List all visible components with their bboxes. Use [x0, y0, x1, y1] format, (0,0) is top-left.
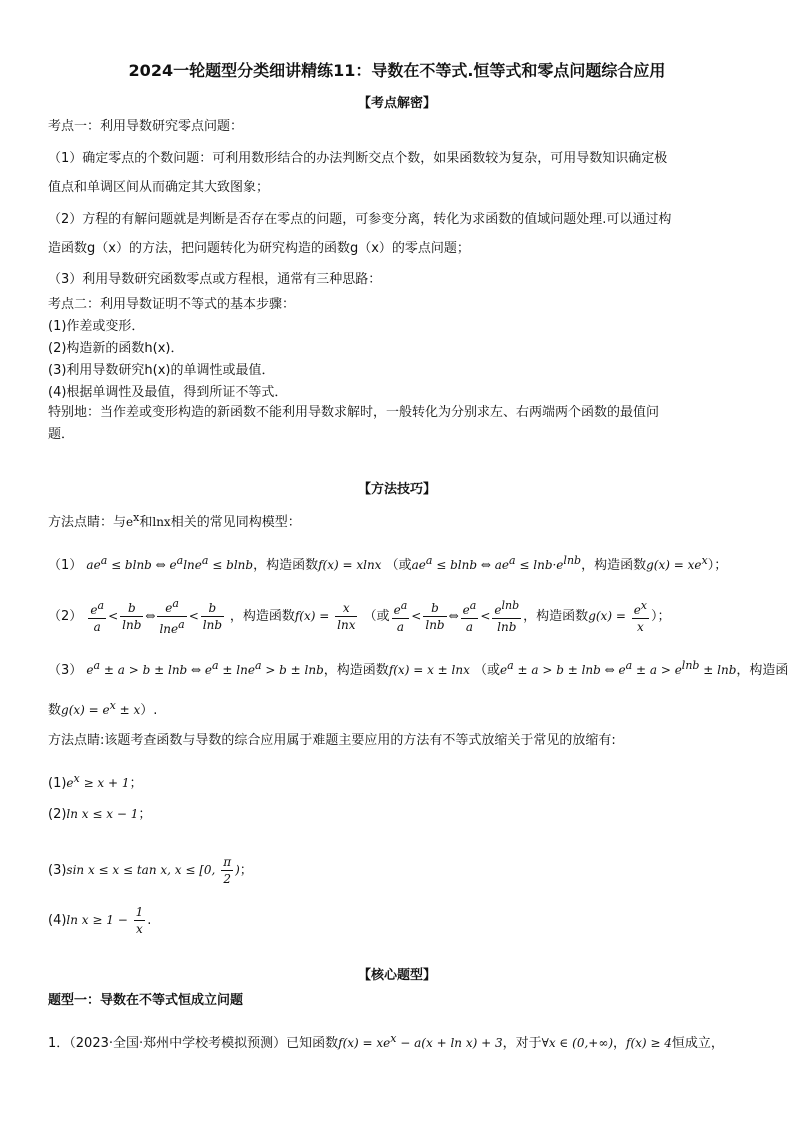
q1-b: ，对于 — [502, 1036, 542, 1051]
fangfa-intro-c: 相关的常见同构模型： — [170, 515, 301, 530]
item1-func: f(x) = xlnx — [318, 558, 382, 572]
item1-label: （1） — [48, 558, 83, 573]
question-1 — [48, 1028, 753, 1054]
section-heading-hexin: 【核心题型】 — [357, 968, 436, 983]
item2-label: （2） — [48, 609, 83, 624]
fangfa-intro-ln: lnx — [152, 515, 171, 529]
item2-expr: $\frac{e^a}{a}$ < $\frac{b}{\ln b}$ ⇔ $\frac{e^a}{\ln e^a}$ < $\frac{b}{\ln b}$ — [90, 597, 223, 636]
item3-alt-open: （或 — [474, 663, 501, 678]
kaodian-line-10: (3)利用导数研究h(x)的单调性或最值． — [48, 363, 275, 378]
fangfa-item-2 — [48, 596, 753, 637]
item2-alt-open: （或 — [363, 609, 390, 624]
kaodian-line-3: 值点和单调区间从而确定其大致图象； — [48, 180, 270, 195]
item1-alt: $ae^a \le blnb$ ⇔ $ae^a \le \ln b\cdot e^{lnb}$ — [411, 554, 582, 572]
item3-expr: $e^a \pm a > b \pm \ln b$ ⇔ $e^a \pm \ln e^a > b \pm \ln b$ — [86, 659, 324, 677]
item3-label: （3） — [48, 663, 83, 678]
item1-alt-open: （或 — [385, 558, 412, 573]
fangfa-intro-a: 方法点睛：与 — [48, 515, 127, 530]
kaodian-line-5: 造函数g（x）的方法，把问题转化为研究构造的函数g（x）的零点问题； — [48, 241, 470, 256]
section-heading-kaodian: 【考点解密】 — [357, 96, 436, 111]
item3-mid: ，构造函数 — [323, 663, 389, 678]
q1-c: ， — [613, 1036, 627, 1051]
item1-expr: $ae^a \le blnb$ ⇔ $e^a\ln e^a \le blnb$ — [86, 554, 254, 572]
item3-cont: 数 — [48, 703, 62, 718]
fangfa-intro-ex: $e^x$ — [126, 511, 140, 529]
item3-close: ）. — [140, 703, 158, 718]
fangfa-item-3 — [48, 655, 789, 681]
item3-alt-mid: ，构造函 — [736, 663, 789, 678]
fangfa-intro-b: 和 — [139, 515, 153, 530]
scaling-4: (4)ln x ≥ 1 − $\frac{1}{x}$ . — [48, 905, 152, 936]
kaodian-line-12: 特别地：当作差或变形构造的新函数不能利用导数求解时，一般转化为分别求左、右两端两个函数的最值问 — [48, 405, 660, 420]
item1-alt-mid: ，构造函数 — [581, 558, 647, 573]
q1-a: 1．（2023·全国·郑州中学校考模拟预测）已知函数 — [48, 1036, 339, 1051]
kaodian-line-1: 考点一：利用导数研究零点问题： — [48, 119, 244, 134]
item2-close: ）； — [651, 609, 671, 624]
item2-func: f(x) = $\frac{x}{\ln x}$ — [294, 601, 356, 632]
item3-func: f(x) = x ± lnx — [388, 663, 470, 677]
item3-alt: $e^a \pm a > b \pm \ln b$ ⇔ $e^a \pm a > e^{lnb} \pm \ln b$ — [500, 659, 737, 677]
fangfa-item-3-cont — [48, 695, 753, 721]
kaodian-line-9: (2)构造新的函数h(x)． — [48, 341, 184, 356]
kaodian-line-13: 题． — [48, 427, 75, 442]
item2-alt: $\frac{e^a}{a}$ < $\frac{b}{\ln b}$ ⇔ $\frac{e^a}{a}$ < $\frac{e^{lnb}}{\ln b}$ — [393, 599, 520, 634]
item3-alt-func: $g(x) = e^x \pm x$ — [61, 699, 141, 717]
question-type-1: 题型一：导数在不等式恒成立问题 — [48, 993, 244, 1008]
kaodian-line-7: 考点二：利用导数证明不等式的基本步骤： — [48, 297, 296, 312]
fangfa-item-1 — [48, 550, 753, 576]
item2-alt-mid: ，构造函数 — [523, 609, 589, 624]
kaodian-line-8: (1)作差或变形． — [48, 319, 145, 334]
kaodian-line-4: （2）方程的有解问题就是判断是否存在零点的问题，可参变分离，转化为求函数的值域问题处理.可以通过构 — [48, 212, 672, 227]
section-heading-fangfa: 【方法技巧】 — [357, 482, 436, 497]
q1-d: f(x) ≥ 4 — [626, 1036, 672, 1050]
kaodian-line-2: （1）确定零点的个数问题：可利用数形结合的办法判断交点个数，如果函数较为复杂，可用导数知识确定极 — [48, 151, 668, 166]
q1-cond: ∀x ∈ (0,+∞) — [541, 1036, 613, 1050]
fangfa-intro — [48, 507, 753, 533]
item1-close: ）； — [707, 558, 728, 573]
kaodian-line-6: （3）利用导数研究函数零点或方程根，通常有三种思路： — [48, 272, 382, 287]
fangfa-intro-2: 方法点睛:该题考查函数与导数的综合应用属于难题主要应用的方法有不等式放缩关于常见的放缩有: — [48, 733, 616, 748]
item1-mid: ，构造函数 — [253, 558, 319, 573]
item2-mid: ，构造函数 — [229, 609, 295, 624]
item2-alt-func: g(x) = $\frac{e^x}{x}$ — [588, 599, 648, 634]
q1-func: $f(x) = xe^x - a(x + \ln x) + 3$ — [338, 1032, 503, 1050]
document-title: 2024一轮题型分类细讲精练11：导数在不等式.恒等式和零点问题综合应用 — [128, 61, 666, 80]
scaling-1: $(1)e^x \ge x + 1$； — [48, 772, 143, 791]
kaodian-line-11: (4)根据单调性及最值，得到所证不等式． — [48, 385, 288, 400]
q1-e: 恒成立， — [671, 1036, 724, 1051]
item1-alt-func: $g(x) = xe^x$ — [646, 554, 708, 572]
scaling-3: (3)sin x ≤ x ≤ tan x, x ≤ [0, $\frac{\pi}{2}$ )； — [48, 855, 253, 886]
scaling-2: (2)ln x ≤ x − 1； — [48, 807, 152, 822]
